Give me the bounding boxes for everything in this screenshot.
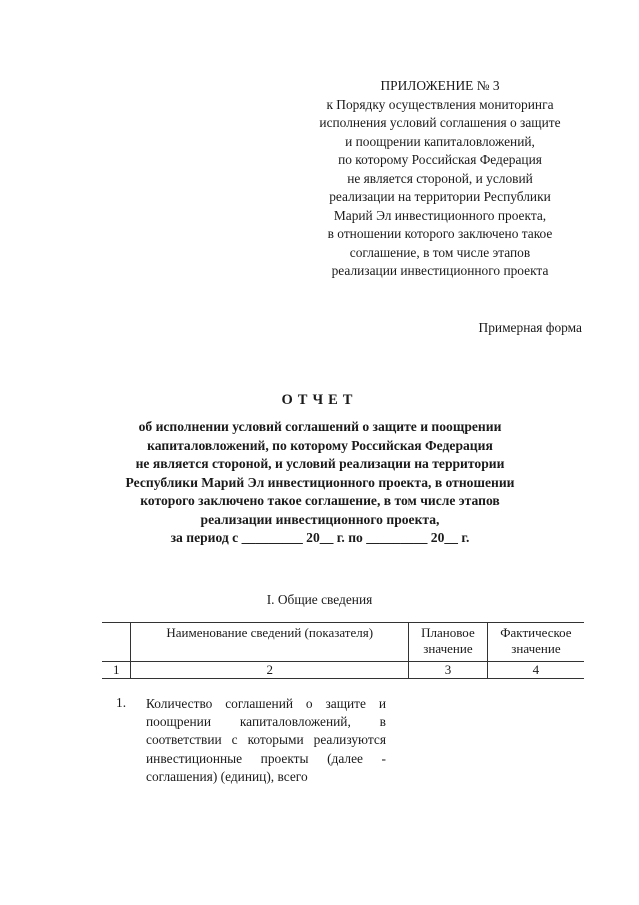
appendix-line: ПРИЛОЖЕНИЕ № 3 xyxy=(380,78,500,93)
form-type-note: Примерная форма xyxy=(478,320,582,335)
report-subtitle-line: которого заключено такое соглашение, в том числе этапов xyxy=(140,493,500,508)
section-title: I. Общие сведения xyxy=(266,592,373,607)
item-text: Количество соглашений о защите и поощрении капиталовложений, в соответствии с которыми реализуются инвестиционные проекты (далее - соглашения) (единиц), всего xyxy=(146,696,386,784)
appendix-header xyxy=(290,77,590,281)
report-subtitle-line: Республики Марий Эл инвестиционного проекта, в отношении xyxy=(125,474,515,490)
appendix-line: не является стороной, и условий xyxy=(347,170,533,186)
general-info-table xyxy=(102,622,584,679)
appendix-line: соглашение, в том числе этапов xyxy=(349,244,531,260)
header-cell-number xyxy=(102,623,131,662)
report-period-line: за период с _________ 20__ г. по _________ 20__ г. xyxy=(170,530,470,545)
appendix-line: Марий Эл инвестиционного проекта, xyxy=(333,207,547,223)
appendix-line: в отношении которого заключено такое xyxy=(327,226,553,241)
column-number-cell: 2 xyxy=(131,662,409,679)
appendix-line: по которому Российская Федерация xyxy=(338,152,542,167)
report-subtitle-line: об исполнении условий соглашений о защите и поощрении xyxy=(138,419,502,434)
item-number: 1. xyxy=(116,695,127,710)
report-subtitle-line: капиталовложений, по которому Российская Федерация xyxy=(147,437,493,453)
appendix-line: реализации инвестиционного проекта xyxy=(331,263,549,278)
column-number-cell: 4 xyxy=(487,662,584,679)
report-subtitle-line: реализации инвестиционного проекта, xyxy=(200,511,440,527)
appendix-line: к Порядку осуществления мониторинга xyxy=(326,96,554,112)
report-subtitle xyxy=(60,418,580,548)
column-number-cell: 3 xyxy=(409,662,488,679)
header-cell-planned: Плановое значение xyxy=(409,623,488,662)
appendix-line: реализации на территории Республики xyxy=(329,189,551,204)
header-cell-actual: Фактическое значение xyxy=(487,623,584,662)
column-number-cell: 1 xyxy=(102,662,131,679)
report-title: ОТЧЕТ xyxy=(281,392,358,408)
appendix-line: исполнения условий соглашения о защите xyxy=(319,115,561,130)
header-cell-name: Наименование сведений (показателя) xyxy=(131,623,409,662)
table-header-row xyxy=(102,623,584,662)
table-column-numbers-row xyxy=(102,662,584,679)
appendix-line: и поощрении капиталовложений, xyxy=(345,133,535,149)
report-subtitle-line: не является стороной, и условий реализации на территории xyxy=(135,456,505,471)
